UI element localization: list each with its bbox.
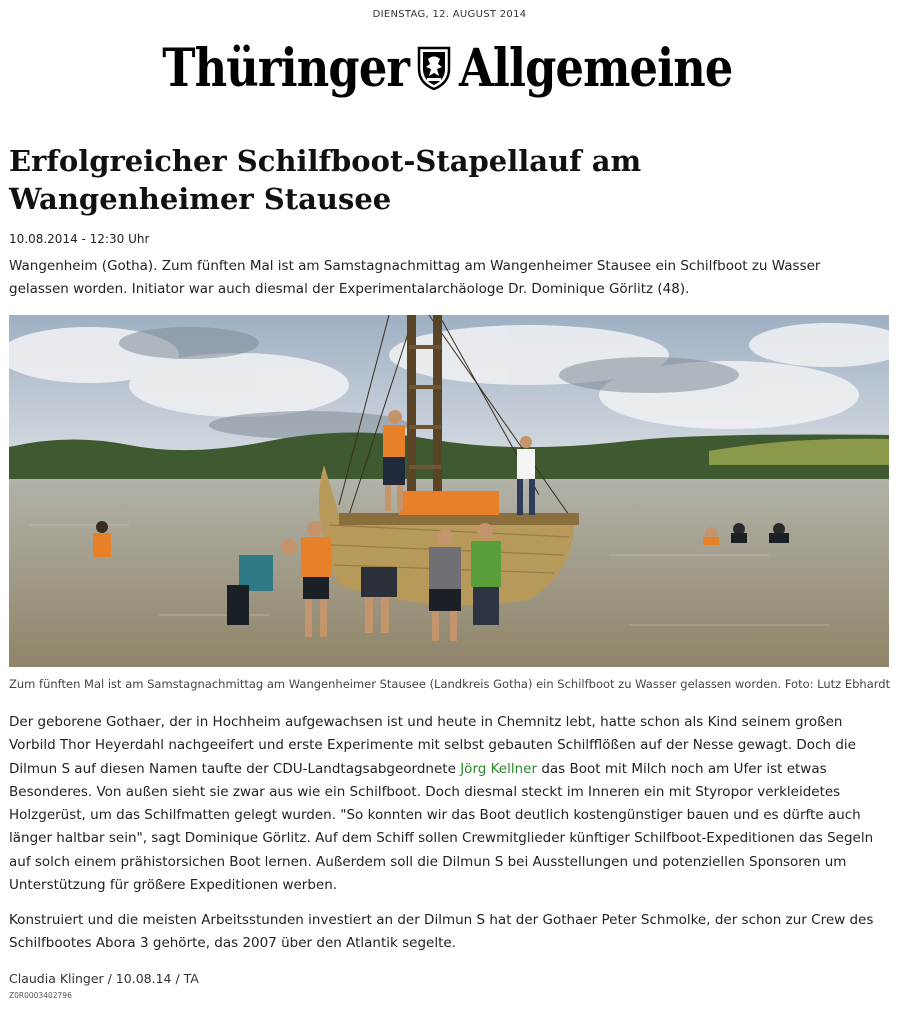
masthead-right-word: Allgemeine: [459, 37, 733, 99]
article-photo: [9, 315, 889, 667]
article-lead: Wangenheim (Gotha). Zum fünften Mal ist am Samstagnachmittag am Wangenheimer Stausee ein Schilfboot zu Wasser gelassen worden. Initiator war auch diesmal der Experimentalarchäologe Dr. Dominique Görlitz (48).: [9, 258, 821, 297]
paragraph-1-text-a: Der geborene Gothaer, der in Hochheim aufgewachsen ist und heute in Chemnitz lebt, hatte schon als Kind seinem großen Vorbild Thor Heyerdahl nachgeeifert und erste Experimente mit selbst gebauten Schilfflößen auf der Nesse gewagt. Doch die Dilmun S auf diesen Namen taufte der CDU-Landtagsabgeordnete: [9, 714, 856, 777]
article-author: Claudia Klinger / 10.08.14 / TA: [9, 971, 199, 986]
article-paragraph-2: Konstruiert und die meisten Arbeitsstunden investiert an der Dilmun S hat der Gothaer Peter Schmolke, der schon zur Crew des Schilfbootes Abora 3 gehörte, das 2007 über den Atlantik segelte.: [9, 912, 874, 952]
article-headline: Erfolgreicher Schilfboot-Stapellauf am Wangenheimer Stausee: [9, 144, 642, 216]
article-paragraph-1: [9, 711, 887, 897]
coat-of-arms-icon: [417, 45, 451, 91]
document-id: Z0R0003402796: [9, 991, 72, 1000]
jorg-kellner-link[interactable]: Jörg Kellner: [460, 760, 538, 777]
article-timestamp: 10.08.2014 - 12:30 Uhr: [9, 232, 150, 246]
photo-caption: Zum fünften Mal ist am Samstagnachmittag am Wangenheimer Stausee (Landkreis Gotha) ein Schilfboot zu Wasser gelassen worden. Foto: Lutz Ebhardt: [9, 677, 891, 691]
issue-date: DIENSTAG, 12. AUGUST 2014: [372, 9, 527, 20]
masthead-left-word: Thüringer: [162, 37, 410, 99]
masthead: [0, 28, 899, 108]
paragraph-1-text-b: das Boot mit Milch noch am Ufer ist etwas Besonderes. Von außen sieht sie zwar aus wie ein Schilfboot. Doch diesmal steckt im Inneren ein mit Styropor verkleidetes Holzgerüst, um das Schilfmatten gelegt wurden. "So konnten wir das Boot deutlich kostengünstiger bauen und es dürfte auch länger haltbar sein", sagt Dominique Görlitz. Auf dem Schiff sollen Crewmitglieder künftiger Schilfboot-Expeditionen das Segeln auf solch einem prähistorsichen Boot lernen. Außerdem soll die Dilmun S bei Ausstellungen und potenziellen Sponsoren um Unterstützung für größere Expeditionen werben.: [9, 760, 874, 894]
